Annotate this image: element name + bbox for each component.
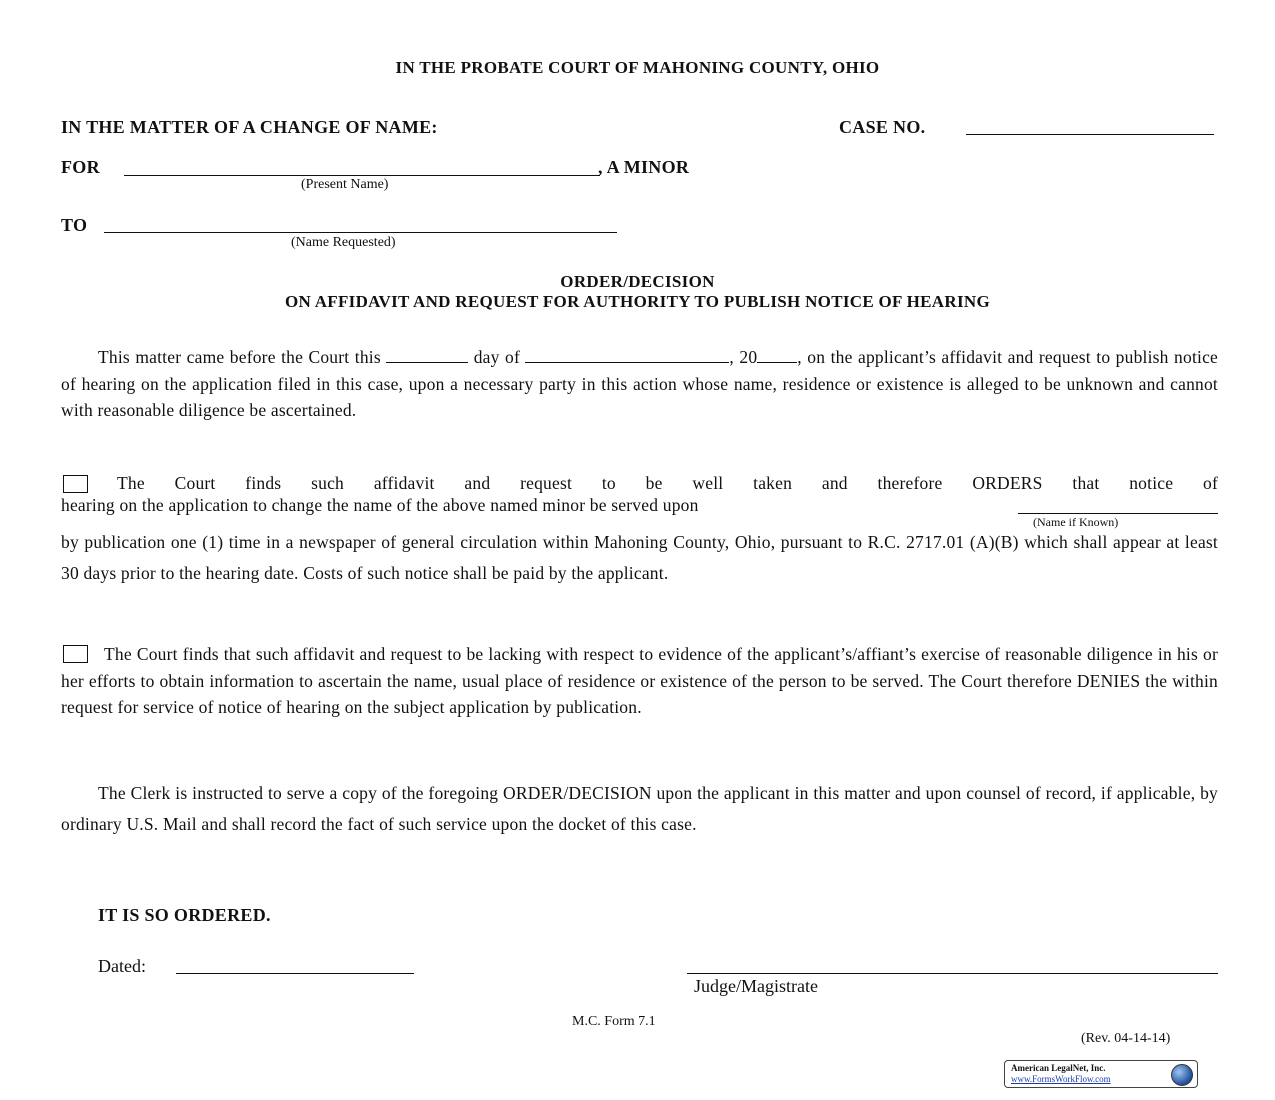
logo-url: www.FormsWorkFlow.com bbox=[1011, 1074, 1111, 1084]
intro-text-end: , on the applicant’s affidavit and request to publish notice of hearing on the application filed in this case, upon a necessary party in this action whose name, residence or existence is alleged to be unknown and cannot with reasonable diligence be ascertained. bbox=[61, 347, 1218, 420]
name-requested-field[interactable] bbox=[104, 232, 617, 233]
grant-checkbox[interactable] bbox=[63, 475, 88, 493]
intro-year-prefix: , 20 bbox=[729, 347, 758, 367]
order-subheading: ON AFFIDAVIT AND REQUEST FOR AUTHORITY TO PUBLISH NOTICE OF HEARING bbox=[285, 292, 990, 311]
intro-text-start: This matter came before the Court this bbox=[98, 347, 381, 367]
present-name-caption: (Present Name) bbox=[301, 177, 389, 192]
grant-paragraph-rest: by publication one (1) time in a newspaper of general circulation within Mahoning County, Ohio, pursuant to R.C. 2717.01 (A)(B) which shall appear at least 30 days prior to the hearing date. Costs of such notice shall be paid by the applicant. bbox=[61, 532, 1218, 583]
present-name-field[interactable] bbox=[124, 175, 600, 176]
for-label: FOR bbox=[61, 157, 100, 177]
intro-day-label: day of bbox=[473, 347, 520, 367]
deny-paragraph: The Court finds that such affidavit and request to be lacking with respect to evidence of the applicant’s/affiant’s exercise of reasonable diligence in his or her efforts to obtain information to ascertain the name, usual place of residence or existence of the person to be served. The Court therefore DENIES the within request for service of notice of hearing on the subject application by publication. bbox=[61, 644, 1218, 717]
intro-paragraph bbox=[61, 344, 1218, 424]
court-title: IN THE PROBATE COURT OF MAHONING COUNTY, OHIO bbox=[395, 58, 880, 77]
to-label: TO bbox=[61, 215, 88, 235]
case-no-label: CASE NO. bbox=[839, 117, 926, 137]
dated-field[interactable] bbox=[176, 973, 414, 974]
clerk-paragraph: The Clerk is instructed to serve a copy of the foregoing ORDER/DECISION upon the applicant in this matter and upon counsel of record, if applicable, by ordinary U.S. Mail and shall record the fact of such service upon the docket of this case. bbox=[61, 783, 1218, 834]
grant-line1: The Court finds such affidavit and request to be well taken and therefore ORDERS that notice of bbox=[117, 473, 1218, 493]
revision-date: (Rev. 04-14-14) bbox=[1081, 1031, 1171, 1046]
logo-company: American LegalNet, Inc. bbox=[1011, 1063, 1106, 1073]
order-heading: ORDER/DECISION bbox=[560, 272, 715, 291]
month-field[interactable] bbox=[525, 348, 729, 363]
name-requested-caption: (Name Requested) bbox=[291, 235, 396, 250]
minor-label: , A MINOR bbox=[598, 157, 690, 177]
judge-signature-line[interactable] bbox=[687, 973, 1218, 974]
american-legalnet-logo[interactable] bbox=[1004, 1060, 1198, 1088]
globe-icon bbox=[1171, 1064, 1193, 1086]
name-if-known-caption: (Name if Known) bbox=[1033, 515, 1119, 529]
matter-label: IN THE MATTER OF A CHANGE OF NAME: bbox=[61, 117, 438, 137]
year-field[interactable] bbox=[757, 348, 797, 363]
so-ordered: IT IS SO ORDERED. bbox=[98, 905, 271, 925]
dated-label: Dated: bbox=[98, 956, 146, 976]
case-no-field[interactable] bbox=[966, 134, 1214, 135]
grant-line2: hearing on the application to change the name of the above named minor be served upon bbox=[61, 495, 699, 515]
judge-label: Judge/Magistrate bbox=[694, 976, 818, 996]
name-if-known-field[interactable] bbox=[1018, 513, 1218, 514]
form-number: M.C. Form 7.1 bbox=[572, 1014, 656, 1029]
day-field[interactable] bbox=[386, 348, 468, 363]
